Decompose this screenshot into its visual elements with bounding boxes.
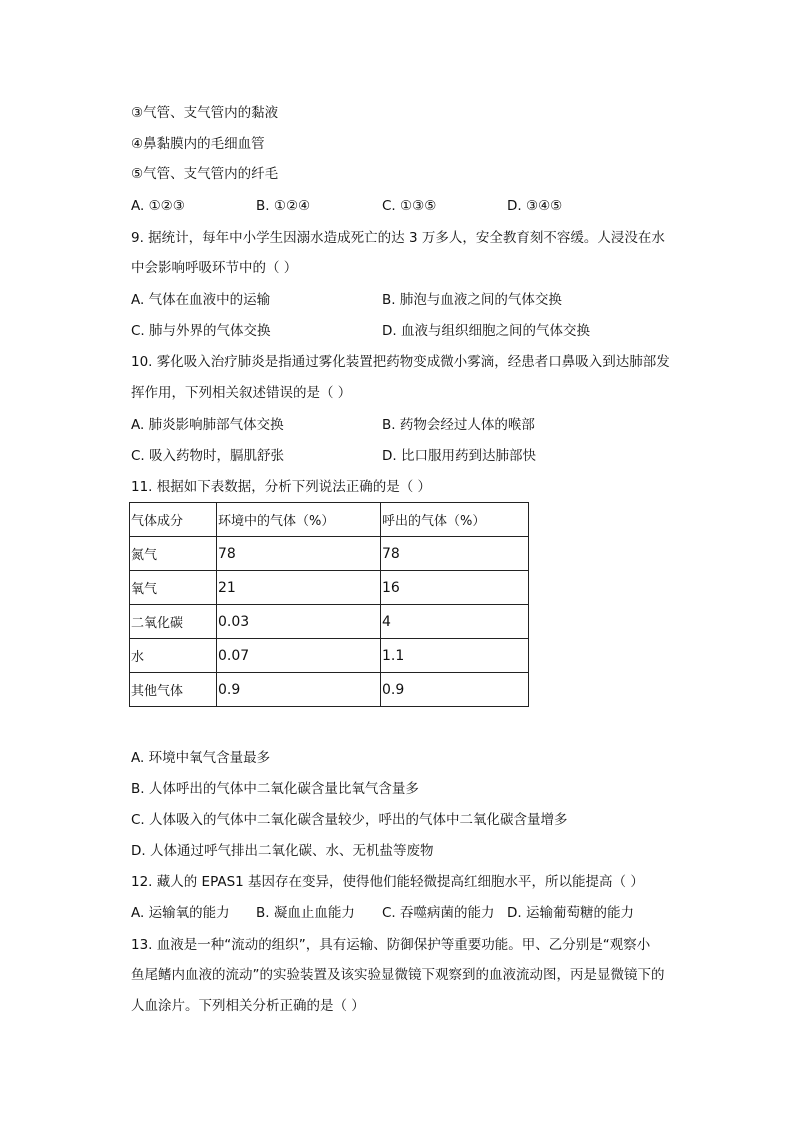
table-header-cell: 气体成分 [130,503,217,537]
q13-stem-line2: 鱼尾鳍内血液的流动”的实验装置及该实验显微镜下观察到的血液流动图，丙是显微镜下的 [131,967,665,983]
table-cell: 78 [381,537,529,571]
table-cell: 1.1 [381,639,529,673]
q10-stem-line1: 10. 雾化吸入治疗肺炎是指通过雾化装置把药物变成微小雾滴，经患者口鼻吸入到达肺部发 [131,354,670,370]
q8-item-5: ⑤气管、支气管内的纤毛 [131,166,279,182]
table-cell: 氮气 [130,537,217,571]
q8-option-c: C. ①③⑤ [382,198,437,214]
table-row [130,605,529,639]
q13-stem-line1: 13. 血液是一种“流动的组织”，具有运输、防御保护等重要功能。甲、乙分别是“观察小 [131,937,651,953]
q11-option-c: C. 人体吸入的气体中二氧化碳含量较少，呼出的气体中二氧化碳含量增多 [131,812,568,828]
table-cell: 78 [217,537,381,571]
table-cell: 二氧化碳 [130,605,217,639]
table-cell: 水 [130,639,217,673]
q11-option-b: B. 人体呼出的气体中二氧化碳含量比氧气含量多 [131,781,419,797]
q12-option-d: D. 运输葡萄糖的能力 [507,905,634,921]
table-cell: 0.9 [217,673,381,707]
table-cell: 0.9 [381,673,529,707]
q10-option-c: C. 吸入药物时，膈肌舒张 [131,448,285,464]
table-row [130,537,529,571]
gas-composition-table [129,502,529,707]
q10-option-a: A. 肺炎影响肺部气体交换 [131,417,284,433]
table-cell: 16 [381,571,529,605]
q8-option-d: D. ③④⑤ [507,198,563,214]
table-cell: 21 [217,571,381,605]
q9-option-c: C. 肺与外界的气体交换 [131,323,271,339]
table-row [130,639,529,673]
q11-option-d: D. 人体通过呼气排出二氧化碳、水、无机盐等废物 [131,843,434,859]
q10-option-b: B. 药物会经过人体的喉部 [382,417,535,433]
table-cell: 其他气体 [130,673,217,707]
q8-option-a: A. ①②③ [131,198,185,214]
q10-stem-line2: 挥作用，下列相关叙述错误的是（ ） [131,385,352,401]
table-header-cell: 环境中的气体（%） [217,503,381,537]
table-cell: 0.07 [217,639,381,673]
q12-stem: 12. 藏人的 EPAS1 基因存在变异，使得他们能轻微提高红细胞水平，所以能提高（ ） [131,874,644,890]
table-row [130,673,529,707]
q9-stem-line1: 9. 据统计，每年中小学生因溺水造成死亡的达 3 万多人，安全教育刻不容缓。人浸没在水 [131,230,665,246]
table-cell: 氧气 [130,571,217,605]
table-cell: 0.03 [217,605,381,639]
q12-option-c: C. 吞噬病菌的能力 [382,905,495,921]
q11-option-a: A. 环境中氧气含量最多 [131,750,271,766]
q13-stem-line3: 人血涂片。下列相关分析正确的是（ ） [131,998,365,1014]
q9-option-b: B. 肺泡与血液之间的气体交换 [382,292,562,308]
q12-option-b: B. 凝血止血能力 [256,905,355,921]
q8-item-3: ③气管、支气管内的黏液 [131,105,279,121]
q8-item-4: ④鼻黏膜内的毛细血管 [131,136,265,152]
q11-stem: 11. 根据如下表数据，分析下列说法正确的是（ ） [131,479,432,495]
q9-stem-line2: 中会影响呼吸环节中的（ ） [131,260,298,276]
q10-option-d: D. 比口服用药到达肺部快 [382,448,536,464]
table-row [130,571,529,605]
table-cell: 4 [381,605,529,639]
table-header-cell: 呼出的气体（%） [381,503,529,537]
q9-option-a: A. 气体在血液中的运输 [131,292,271,308]
table-header-row [130,503,529,537]
q8-option-b: B. ①②④ [256,198,311,214]
q12-option-a: A. 运输氧的能力 [131,905,230,921]
q9-option-d: D. 血液与组织细胞之间的气体交换 [382,323,590,339]
